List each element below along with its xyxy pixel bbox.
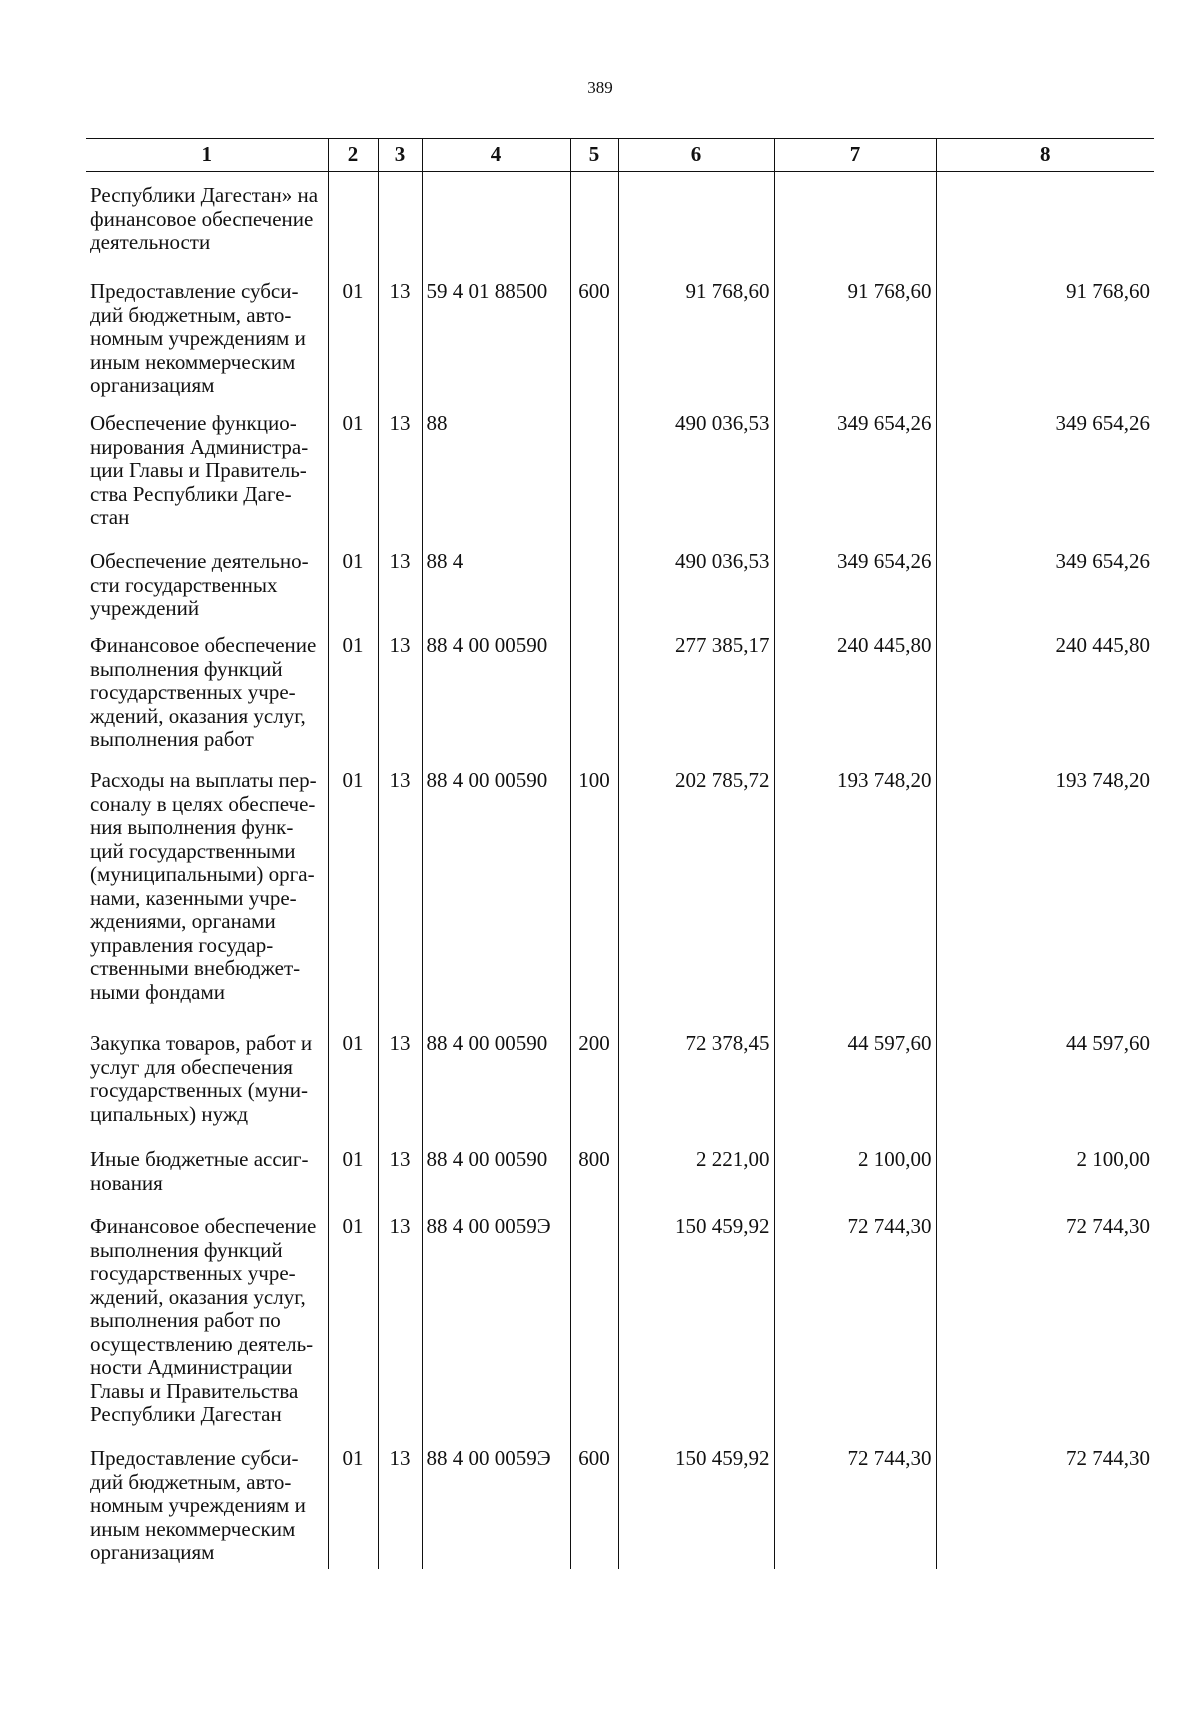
table-row	[86, 280, 1154, 412]
row-value-8: 44 597,60	[936, 1032, 1154, 1148]
row-subsection: 13	[378, 412, 422, 550]
row-subsection: 13	[378, 1447, 422, 1569]
row-article: 88 4 00 00590	[422, 769, 570, 1032]
row-expense-type	[570, 172, 618, 281]
row-name: Финансовое обеспечение выполнения функций государственных учре-ждений, оказания услуг, выполнения работ	[86, 634, 328, 769]
row-name: Предоставление субси-дий бюджетным, авто-номным учреждениям и иным некоммерческим организациям	[86, 280, 328, 412]
row-value-7: 72 744,30	[774, 1215, 936, 1447]
row-expense-type	[570, 550, 618, 634]
row-value-7: 349 654,26	[774, 550, 936, 634]
table-row	[86, 1032, 1154, 1148]
row-section: 01	[328, 1215, 378, 1447]
row-value-8: 349 654,26	[936, 550, 1154, 634]
row-expense-type: 200	[570, 1032, 618, 1148]
row-subsection: 13	[378, 634, 422, 769]
row-subsection: 13	[378, 1148, 422, 1215]
row-article: 88 4	[422, 550, 570, 634]
row-value-7: 2 100,00	[774, 1148, 936, 1215]
row-name: Иные бюджетные ассиг-нования	[86, 1148, 328, 1215]
row-value-6: 277 385,17	[618, 634, 774, 769]
table-row	[86, 550, 1154, 634]
row-name: Предоставление субси-дий бюджетным, авто-номным учреждениям и иным некоммерческим организациям	[86, 1447, 328, 1569]
budget-table	[86, 138, 1154, 1569]
table-row	[86, 769, 1154, 1032]
row-section: 01	[328, 1148, 378, 1215]
row-value-6: 150 459,92	[618, 1215, 774, 1447]
page-number: 389	[587, 78, 613, 97]
header-col-7: 7	[774, 139, 936, 172]
row-value-6: 72 378,45	[618, 1032, 774, 1148]
row-value-6: 91 768,60	[618, 280, 774, 412]
row-subsection: 13	[378, 1215, 422, 1447]
row-article: 88 4 00 0059Э	[422, 1447, 570, 1569]
row-value-7: 72 744,30	[774, 1447, 936, 1569]
row-value-8: 349 654,26	[936, 412, 1154, 550]
row-name: Закупка товаров, работ и услуг для обеспечения государственных (муни-ципальных) нужд	[86, 1032, 328, 1148]
row-expense-type: 100	[570, 769, 618, 1032]
row-article: 88 4 00 00590	[422, 634, 570, 769]
row-value-7: 240 445,80	[774, 634, 936, 769]
header-col-2: 2	[328, 139, 378, 172]
row-value-6: 490 036,53	[618, 550, 774, 634]
row-value-7: 193 748,20	[774, 769, 936, 1032]
row-section: 01	[328, 634, 378, 769]
row-article: 88 4 00 00590	[422, 1032, 570, 1148]
header-col-8: 8	[936, 139, 1154, 172]
row-value-8: 240 445,80	[936, 634, 1154, 769]
row-name: Обеспечение деятельно-сти государственных учреждений	[86, 550, 328, 634]
row-name: Расходы на выплаты пер-соналу в целях обеспече-ния выполнения функ-ций государственными (муниципальными) орга-нами, казенными учре-ждениями, органами управления государ-ственными внебюджет-ными фондами	[86, 769, 328, 1032]
table-row	[86, 1148, 1154, 1215]
row-subsection: 13	[378, 550, 422, 634]
row-value-8: 72 744,30	[936, 1447, 1154, 1569]
row-subsection: 13	[378, 769, 422, 1032]
row-section: 01	[328, 769, 378, 1032]
row-subsection: 13	[378, 1032, 422, 1148]
row-article: 88 4 00 0059Э	[422, 1215, 570, 1447]
row-value-6: 150 459,92	[618, 1447, 774, 1569]
row-expense-type: 600	[570, 1447, 618, 1569]
header-col-6: 6	[618, 139, 774, 172]
row-expense-type: 600	[570, 280, 618, 412]
table-row	[86, 634, 1154, 769]
row-section: 01	[328, 1447, 378, 1569]
row-value-8: 72 744,30	[936, 1215, 1154, 1447]
row-section: 01	[328, 412, 378, 550]
header-col-3: 3	[378, 139, 422, 172]
row-value-6: 2 221,00	[618, 1148, 774, 1215]
header-col-1: 1	[86, 139, 328, 172]
row-article: 59 4 01 88500	[422, 280, 570, 412]
row-section: 01	[328, 1032, 378, 1148]
row-article: 88	[422, 412, 570, 550]
row-value-8: 193 748,20	[936, 769, 1154, 1032]
row-name: Республики Дагестан» на финансовое обеспечение деятельности	[86, 172, 328, 281]
row-article: 88 4 00 00590	[422, 1148, 570, 1215]
row-expense-type	[570, 412, 618, 550]
table-row	[86, 1215, 1154, 1447]
row-expense-type	[570, 634, 618, 769]
row-section: 01	[328, 550, 378, 634]
row-value-6: 202 785,72	[618, 769, 774, 1032]
row-value-6: 490 036,53	[618, 412, 774, 550]
row-section: 01	[328, 280, 378, 412]
row-name: Обеспечение функцио-нирования Администра-ции Главы и Правитель-ства Республики Даге-стан	[86, 412, 328, 550]
row-expense-type	[570, 1215, 618, 1447]
row-value-7: 349 654,26	[774, 412, 936, 550]
row-name: Финансовое обеспечение выполнения функций государственных учре-ждений, оказания услуг, выполнения работ по осуществлению деятель-ности Администрации Главы и Правительства Республики Дагестан	[86, 1215, 328, 1447]
row-value-6	[618, 172, 774, 281]
header-col-5: 5	[570, 139, 618, 172]
row-value-7	[774, 172, 936, 281]
row-value-7: 91 768,60	[774, 280, 936, 412]
row-section	[328, 172, 378, 281]
row-value-7: 44 597,60	[774, 1032, 936, 1148]
row-value-8: 2 100,00	[936, 1148, 1154, 1215]
row-value-8: 91 768,60	[936, 280, 1154, 412]
header-row	[86, 139, 1154, 172]
table-row	[86, 1447, 1154, 1569]
row-subsection: 13	[378, 280, 422, 412]
row-article	[422, 172, 570, 281]
header-col-4: 4	[422, 139, 570, 172]
row-value-8	[936, 172, 1154, 281]
table-row	[86, 412, 1154, 550]
row-expense-type: 800	[570, 1148, 618, 1215]
table-row	[86, 172, 1154, 281]
row-subsection	[378, 172, 422, 281]
